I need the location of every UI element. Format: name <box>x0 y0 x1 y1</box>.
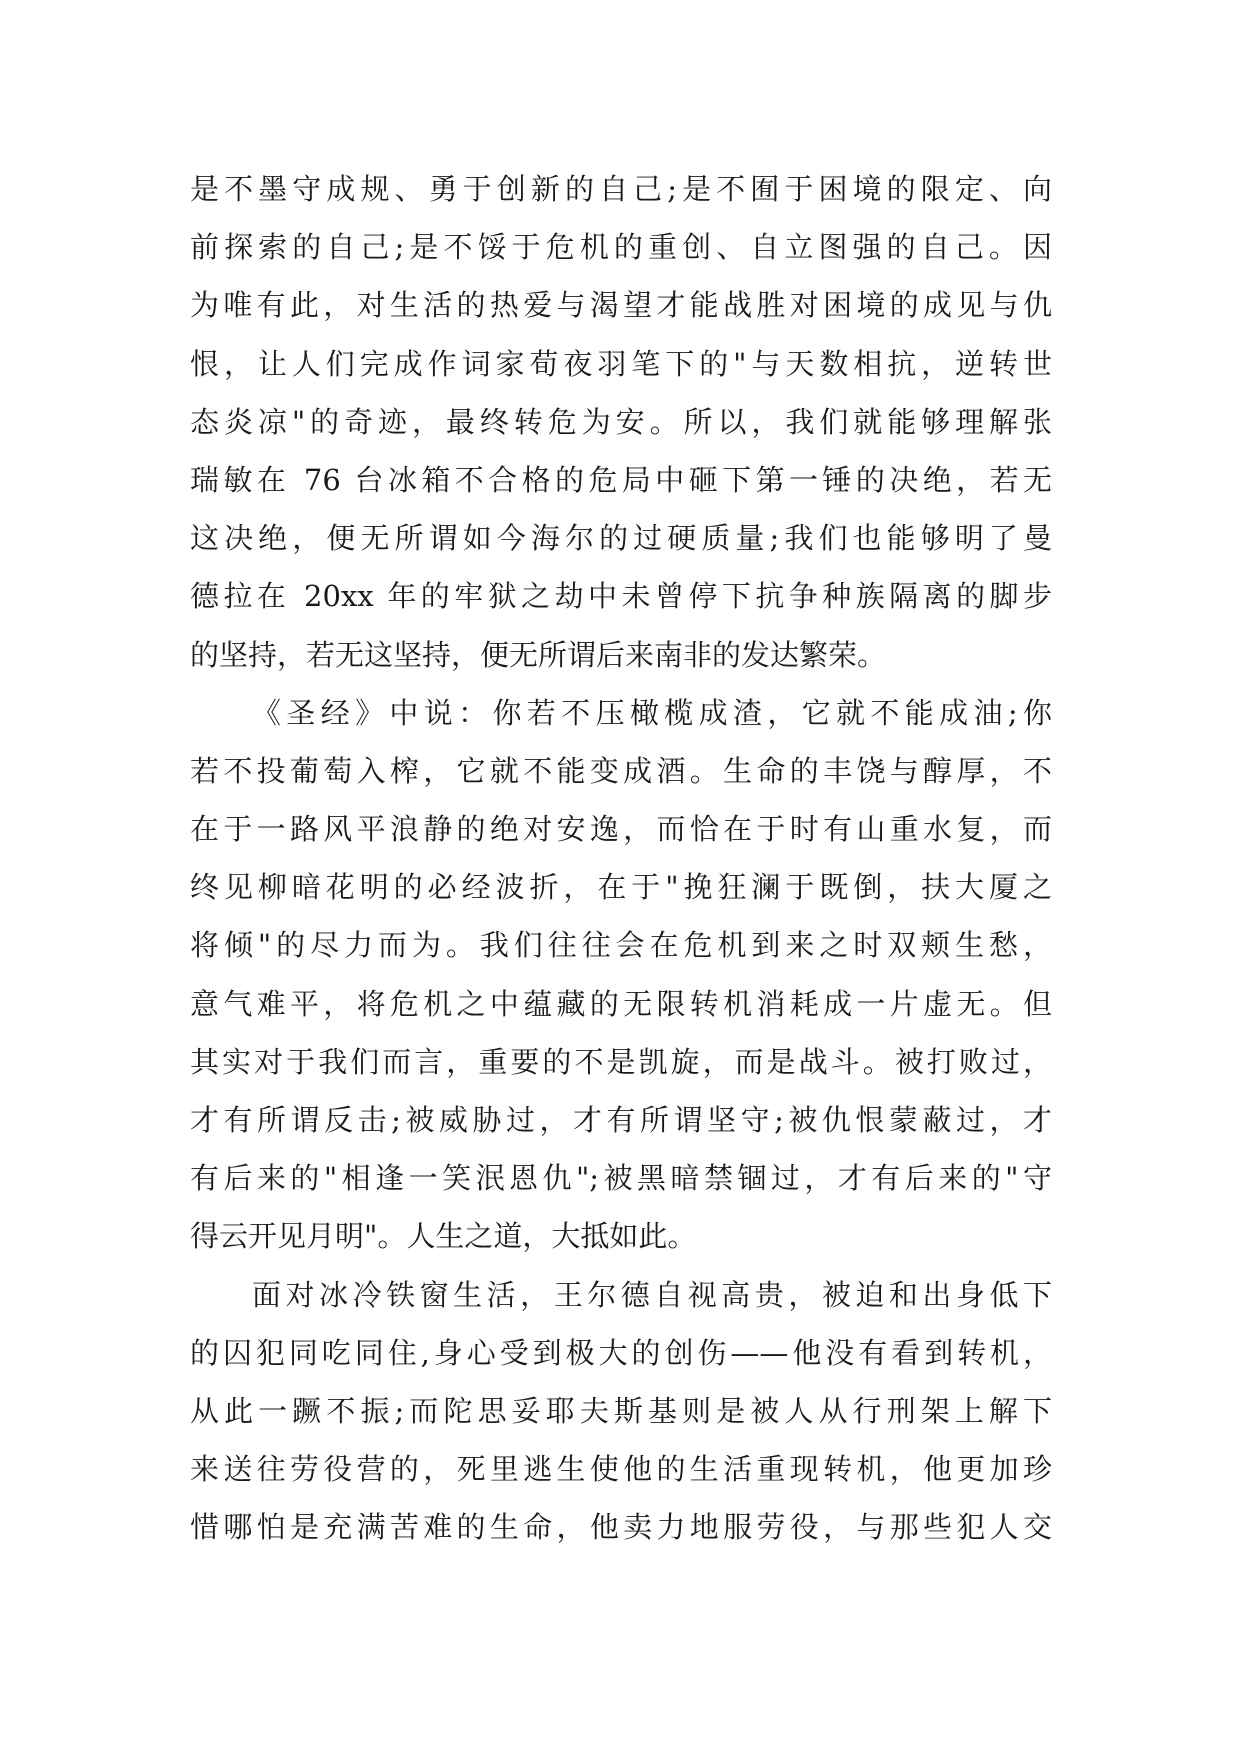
text-line: 恨，让人们完成作词家荀夜羽笔下的"与天数相抗，逆转世 <box>190 346 1052 381</box>
text-line: 在于一路风平浪静的绝对安逸，而恰在于时有山重水复，而 <box>190 812 1052 847</box>
text-line: 有后来的"相逢一笑泯恩仇";被黑暗禁锢过，才有后来的"守 <box>190 1161 1052 1196</box>
text-line: 来送往劳役营的，死里逃生使他的生活重现转机，他更加珍 <box>190 1452 1052 1487</box>
text-line: 意气难平，将危机之中蕴藏的无限转机消耗成一片虚无。但 <box>190 986 1052 1021</box>
text-line: 《圣经》中说：你若不压橄榄成渣，它就不能成油;你 <box>252 695 1052 730</box>
text-line: 若不投葡萄入榨，它就不能变成酒。生命的丰饶与醇厚，不 <box>190 753 1052 788</box>
text-line: 是不墨守成规、勇于创新的自己;是不囿于困境的限定、向 <box>190 172 1052 206</box>
text-line: 面对冰冷铁窗生活，王尔德自视高贵，被迫和出身低下 <box>252 1277 1052 1312</box>
text-line: 终见柳暗花明的必经波折，在于"挽狂澜于既倒，扶大厦之 <box>190 870 1052 905</box>
text-line: 的坚持，若无这坚持，便无所谓后来南非的发达繁荣。 <box>190 637 887 672</box>
text-line: 前探索的自己;是不馁于危机的重创、自立图强的自己。因 <box>190 230 1052 265</box>
text-line: 其实对于我们而言，重要的不是凯旋，而是战斗。被打败过， <box>190 1044 1052 1079</box>
text-line: 惜哪怕是充满苦难的生命，他卖力地服劳役，与那些犯人交 <box>190 1510 1052 1545</box>
text-line: 的囚犯同吃同住,身心受到极大的创伤——他没有看到转机， <box>190 1335 1052 1370</box>
paragraph-3 <box>190 1266 1052 1557</box>
text-line: 从此一蹶不振;而陀思妥耶夫斯基则是被人从行刑架上解下 <box>190 1393 1052 1428</box>
document-body <box>190 160 1052 1557</box>
text-line: 态炎凉"的奇迹，最终转危为安。所以，我们就能够理解张 <box>190 404 1052 439</box>
text-line: 这决绝，便无所谓如今海尔的过硬质量;我们也能够明了曼 <box>190 521 1052 556</box>
text-line: 为唯有此，对生活的热爱与渴望才能战胜对困境的成见与仇 <box>190 288 1052 323</box>
text-line: 将倾"的尽力而为。我们往往会在危机到来之时双颊生愁， <box>190 928 1052 963</box>
text-line: 德拉在 20xx 年的牢狱之劫中未曾停下抗争种族隔离的脚步 <box>190 579 1052 614</box>
text-line: 才有所谓反击;被威胁过，才有所谓坚守;被仇恨蒙蔽过，才 <box>190 1103 1052 1137</box>
text-line: 瑞敏在 76 台冰箱不合格的危局中砸下第一锤的决绝，若无 <box>190 462 1052 497</box>
paragraph-1 <box>190 160 1052 684</box>
paragraph-2 <box>190 684 1052 1266</box>
text-line: 得云开见月明"。人生之道，大抵如此。 <box>190 1219 697 1254</box>
